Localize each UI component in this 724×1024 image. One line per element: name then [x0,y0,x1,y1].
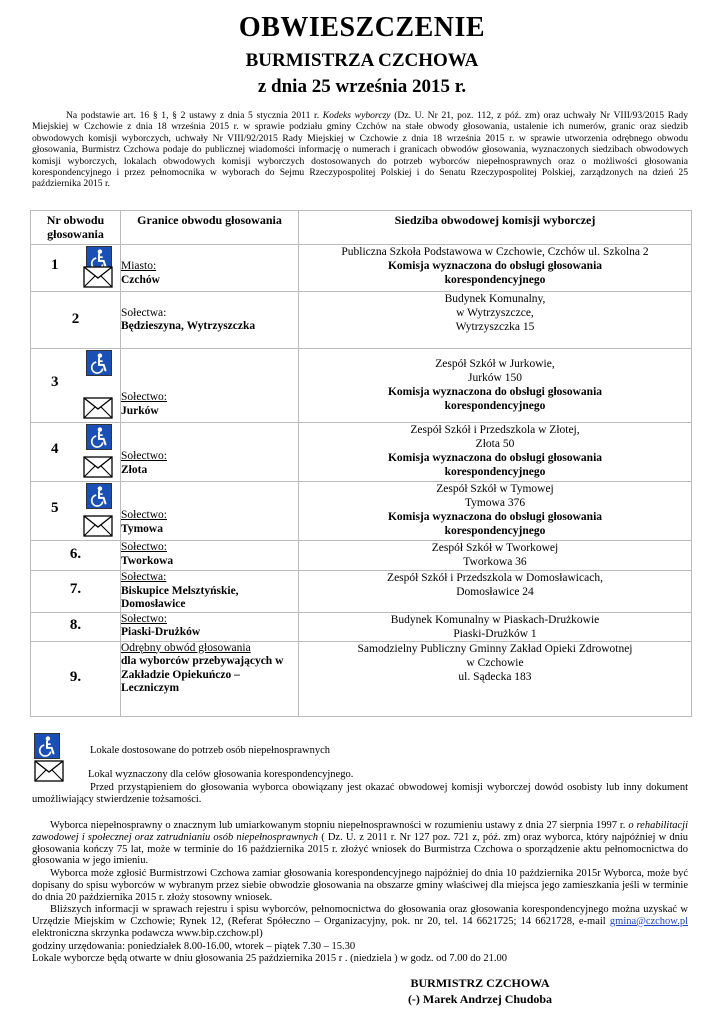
document-subtitle: BURMISTRZA CZCHOWA [245,50,479,71]
district-boundary-cell [121,541,299,571]
signature-name: (-) Marek Andrzej Chudoba [407,992,553,1006]
district-number-cell [31,641,121,716]
district-number-cell [31,541,121,571]
envelope-icon [83,266,113,288]
seat-address-line: Samodzielny Publiczny Gminny Zakład Opieki Zdrowotnej [357,642,633,655]
district-row [31,612,692,641]
boundary-value: Tworkowa [121,554,174,567]
seat-address-line: Jurków 150 [468,372,522,384]
boundary-value: Biskupice Melsztyńskie, Domosławice [121,584,239,610]
district-boundary-cell [121,423,299,482]
district-number: 1 [51,256,59,273]
commission-seat-cell [299,482,692,541]
boundary-label: Sołectwo: [121,391,167,403]
seat-address-line: Zespół Szkół w Tworkowej [431,542,559,554]
commission-seat-cell [299,245,692,292]
district-row [31,292,692,349]
envelope-icon [83,456,113,478]
boundary-label: Sołectwa: [121,571,167,583]
district-number: 5 [51,499,59,516]
document-date: z dnia 25 września 2015 r. [257,76,467,97]
seat-address-line: Zespół Szkół w Tymowej [436,483,554,495]
polling-districts-table [30,210,692,717]
proxy-act-title: o rehabilitacji zawodowej i społecznej oraz zatrudnianiu osób niepełnosprawnych [32,820,688,843]
info-text-1: Bliższych informacji w sprawach rejestru i spisu wyborców, pełnomocnictwa do głosowania oraz głosowania korespondencyjnego można uzyskać w Urzędzie Miejskim w Czchowie; Rynek 12, (Referat Spółeczno – Organizacyjny, pok. nr 20, tel. 14 6621725; 14 6621728, e-mail [32,904,688,927]
district-number-cell [31,571,121,613]
intro-text-2: (Dz. U. Nr 21, poz. 112, z póź. zm) oraz uchwały Nr VIII/93/2015 Rady Miejskiej w Czchowie z dnia 18 września 2015 r. w sprawie podziału gminy Czchów na stałe obwody głosowania, ustalenie ich numerów, granic oraz siedzib obwodowych komisji wyborczych, uchwały Nr VIII/92/2015 Rady Miejskiej w Czchowie z dnia 18 września 2015 r. w sprawie utworzenia odrębnego obwodu głosowania, Burmistrz Czchowa podaje do publicznej wiadomości informację o numerach i granicach obwodów głosowania, wyznaczonych siedzibach obwodowych komisji wyborczych, lokalach obwodowych komisji wyborczych dostosowanych do potrzeb wyborców niepełnosprawnych oraz o możliwości głosowania korespondencyjnego i przez pełnomocnika w wyborach do Sejmu Rzeczypospolitej Polskiej i do Senatu Rzeczypospolitej Polskiej, zarządzonych na dzień 25 października 2015 r. [32,110,688,190]
district-number: 9. [69,669,82,685]
district-boundary-cell [121,571,299,613]
seat-address-line: Tworkowa 36 [463,556,527,568]
district-number: 3 [51,374,59,390]
seat-address-line: Domosławice 24 [456,586,534,598]
info-text-2: elektroniczna skrzynka podawcza www.bip.czchow.pl) [32,927,263,939]
signature-title: BURMISTRZ CZCHOWA [410,976,550,990]
seat-address-line: Zespół Szkół i Przedszkola w Złotej, [410,424,580,436]
seat-address-line: Piaski-Drużków 1 [453,627,537,640]
envelope-icon [83,397,113,419]
boundary-value: Tymowa [121,522,163,535]
header-granice: Granice obwodu głosowania [121,211,299,245]
correspondence-paragraph: Wyborca może zgłosić Burmistrzowi Czchowa zamiar głosowania korespondencyjnego najpóźniej do dnia 10 października 2015r Wyborca, może być dopisany do spisu wyborców w wybranym przez siebie obwodzie głosowania na obszarze gminy właściwej dla miejsca jego zamieszkania jeśli w terminie do dnia 20 października 2015 r. złoży stosowny wniosek. [32,868,688,903]
boundary-label: Sołectwo: [121,612,167,625]
seat-address-line: Zespół Szkół w Jurkowie, [435,358,555,370]
boundary-value: Czchów [121,273,160,286]
intro-paragraph [32,110,688,190]
wheelchair-icon [86,350,112,376]
seat-address-line: Publiczna Szkoła Podstawowa w Czchowie, Czchów ul. Szkolna 2 [341,246,649,258]
document-title: OBWIESZCZENIE [238,12,486,43]
district-number: 2 [71,310,80,327]
proxy-text-1: Wyborca niepełnosprawny o znacznym lub umiarkowanym stopniu niepełnosprawności w rozumieniu ustawy z dnia 27 sierpnia 1997 r. [50,820,629,831]
commission-seat-cell [299,571,692,613]
district-boundary-cell [121,245,299,292]
wheelchair-icon [86,483,112,509]
wheelchair-icon [34,733,60,759]
boundary-label: Sołectwo: [121,541,167,553]
office-hours: godziny urzędowania: poniedziałek 8.00-16.00, wtorek – piątek 7.30 – 15.30 [32,941,356,952]
envelope-icon [34,760,64,782]
correspondence-commission-note: Komisja wyznaczona do obsługi głosowania korespondencyjnego [387,260,603,286]
commission-seat-cell [299,541,692,571]
district-boundary-cell [121,482,299,541]
boundary-value: Piaski-Drużków [121,626,201,638]
intro-code-name: Kodeks wyborczy [322,110,391,121]
district-number-cell [31,423,121,482]
intro-text-1: Na podstawie art. 16 § 1, § 2 ustawy z dnia 5 stycznia 2011 r. [66,110,323,121]
seat-address-line: w Wytrzyszczce, [456,307,534,319]
legend-accessible: Lokale dostosowane do potrzeb osób niepełnosprawnych [90,745,330,756]
district-boundary-cell [121,349,299,423]
district-row [31,641,692,716]
seat-address-line: Budynek Komunalny w Piaskach-Drużkowie [390,613,600,626]
header-nr: Nr obwodu głosowania [31,211,121,245]
wheelchair-icon [86,424,112,450]
proxy-text-2: ( Dz. U. z 2011 r. Nr 127 poz. 721 z, póź. zm) oraz wyborca, który najpóźniej w dniu głosowania kończy 75 lat, może w terminie do 16 października 2015 r. złożyć wniosek do Burmistrza Czchowa o sporządzenie aktu pełnomocnictwa do głosowania w jego imieniu. [32,831,688,867]
proxy-paragraph [32,820,688,867]
commission-seat-cell [299,612,692,641]
district-number-cell [31,482,121,541]
boundary-value: Będzieszyna, Wytrzyszczka [121,320,256,332]
opening-hours: Lokale wyborcze będą otwarte w dniu głosowania 25 października 2015 r . (niedziela ) w godz. od 7.00 do 21.00 [32,953,507,964]
district-row [31,349,692,423]
boundary-value: Złota [121,463,148,476]
info-paragraph [32,904,688,939]
commission-seat-cell [299,349,692,423]
district-row [31,571,692,613]
envelope-icon [83,515,113,537]
seat-address-line: ul. Sądecka 183 [458,670,532,683]
id-paragraph: Przed przystąpieniem do głosowania wyborca obowiązany jest okazać obwodowej komisji wyborczej dowód osobisty lub inny dokument umożliwiający stwierdzenie tożsamości. [32,782,688,805]
district-number-cell [31,349,121,423]
district-number: 6. [69,546,82,562]
correspondence-commission-note: Komisja wyznaczona do obsługi głosowania korespondencyjnego [387,511,603,537]
commission-seat-cell [299,292,692,349]
district-number-cell [31,245,121,292]
seat-address-line: Złota 50 [475,438,515,450]
district-number: 7. [69,581,82,597]
boundary-label: Sołectwa: [121,306,167,319]
district-number: 8. [69,616,82,633]
commission-seat-cell [299,641,692,716]
boundary-value: Jurków [121,404,159,417]
district-boundary-cell [121,612,299,641]
district-number: 4 [51,440,59,457]
legend-correspondence: Lokal wyznaczony dla celów głosowania korespondencyjnego. [88,769,354,780]
boundary-label: Odrębny obwód głosowania [121,641,251,654]
correspondence-commission-note: Komisja wyznaczona do obsługi głosowania korespondencyjnego [387,386,603,412]
district-row [31,245,692,292]
district-row [31,541,692,571]
district-boundary-cell [121,641,299,716]
seat-address-line: w Czchowie [466,656,524,669]
boundary-label: Sołectwo: [121,509,167,521]
district-number-cell [31,612,121,641]
correspondence-commission-note: Komisja wyznaczona do obsługi głosowania korespondencyjnego [387,452,603,478]
district-row [31,423,692,482]
boundary-label: Miasto: [121,260,157,272]
email-link[interactable]: gmina@czchow.pl [609,915,688,927]
district-number-cell [31,292,121,349]
boundary-label: Sołectwo: [121,450,167,462]
seat-address-line: Zespół Szkół i Przedszkola w Domosławicach, [387,572,603,584]
seat-address-line: Wytrzyszczka 15 [455,321,535,333]
seat-address-line: Budynek Komunalny, [444,293,546,305]
commission-seat-cell [299,423,692,482]
seat-address-line: Tymowa 376 [464,497,526,509]
district-row [31,482,692,541]
district-boundary-cell [121,292,299,349]
header-siedziba: Siedziba obwodowej komisji wyborczej [299,211,692,245]
boundary-value: dla wyborców przebywających w Zakładzie Opiekuńczo – Leczniczym [121,655,284,694]
